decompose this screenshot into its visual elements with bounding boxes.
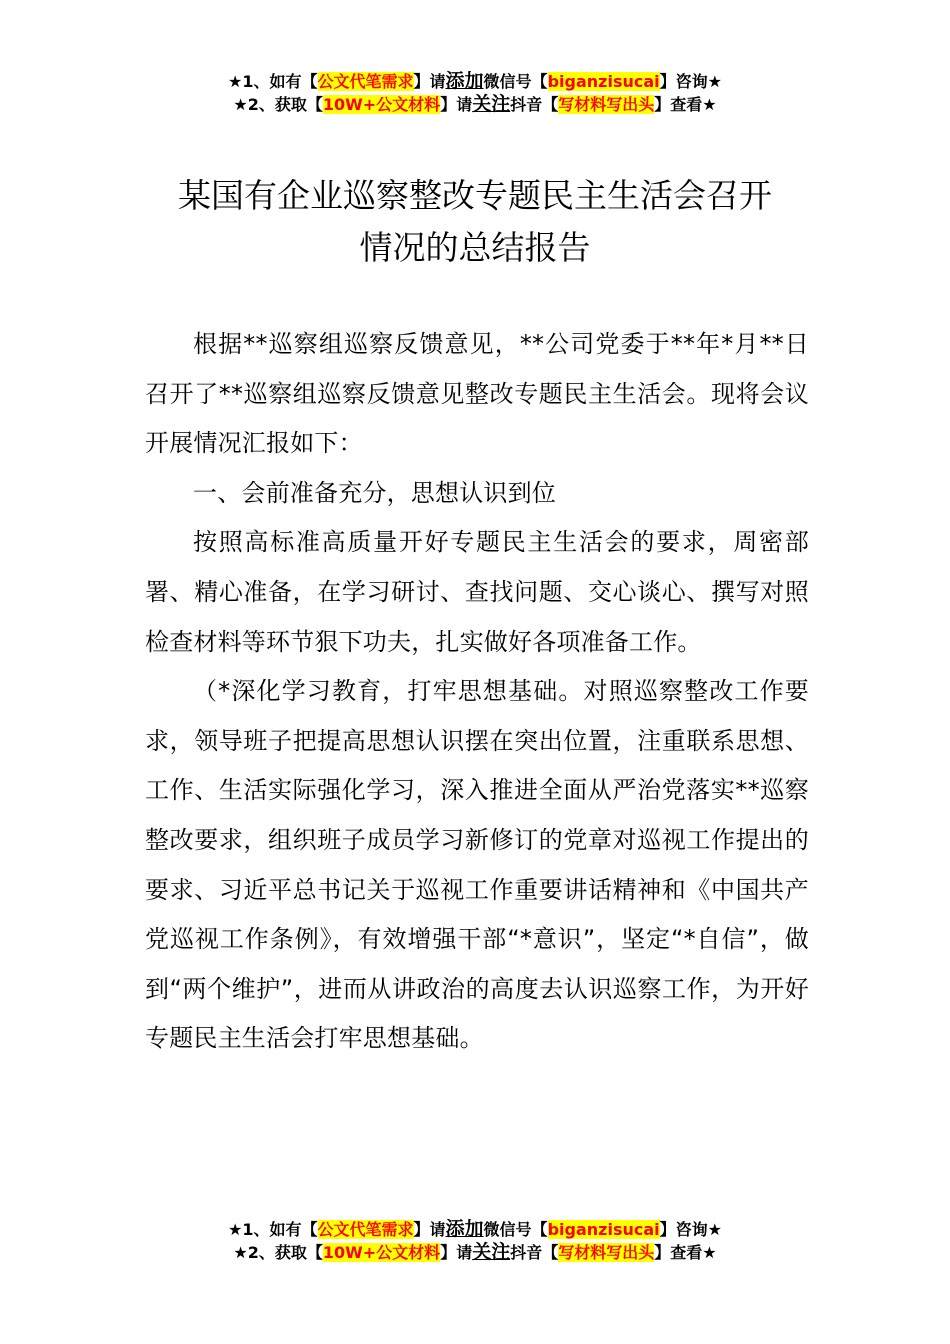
banner-emphasis: 关注 — [472, 93, 511, 115]
banner-highlight: 10W+公文材料 — [322, 95, 441, 114]
body-paragraph: （*深化学习教育，打牢思想基础。对照巡察整改工作要求，领导班子把提高思想认识摆在突出位置，注重联系思想、工作、生活实际强化学习，深入推进全面从严治党落实**巡察整改要求，组织班子成员学习新修订的党章对巡视工作提出的要求、习近平总书记关于巡视工作重要讲话精神和《中国共产党巡视工作条例》，有效增强干部“*意识”，坚定“*自信”，做到“两个维护”，进而从讲政治的高度去认识巡察工作，为开好专题民主生活会打牢思想基础。 — [145, 677, 809, 1053]
banner-text: 】查看★ — [654, 1243, 717, 1262]
banner-text: 】请 — [413, 1220, 446, 1239]
header-banner — [0, 70, 950, 116]
section-heading: 一、会前准备充分，思想认识到位 — [193, 478, 556, 507]
document-body — [145, 320, 809, 1064]
body-paragraph: 按照高标准高质量开好专题民主生活会的要求，周密部署、精心准备，在学习研讨、查找问题、交心谈心、撰写对照检查材料等环节狠下功夫，扎实做好各项准备工作。 — [145, 528, 809, 656]
banner-line-1 — [0, 70, 950, 93]
banner-highlight: 公文代笔需求 — [317, 1220, 414, 1239]
document-title — [0, 170, 950, 274]
banner-text: 】请 — [413, 72, 446, 91]
banner-highlight: biganzisucai — [547, 72, 660, 91]
banner-line-1 — [0, 1218, 950, 1241]
banner-text: 微信号【 — [483, 72, 548, 91]
banner-line-2 — [0, 1241, 950, 1264]
banner-line-2 — [0, 93, 950, 116]
banner-text: 抖音【 — [510, 1243, 559, 1262]
body-paragraph: 根据**巡察组巡察反馈意见，**公司党委于**年*月**日召开了**巡察组巡察反馈意见整改专题民主生活会。现将会议开展情况汇报如下： — [145, 330, 809, 458]
banner-highlight: biganzisucai — [547, 1220, 660, 1239]
banner-highlight: 10W+公文材料 — [322, 1243, 441, 1262]
banner-text: ★1、如有【 — [228, 72, 318, 91]
banner-text: ★1、如有【 — [228, 1220, 318, 1239]
banner-highlight: 写材料写出头 — [558, 1243, 655, 1262]
banner-text: 】咨询★ — [659, 1220, 722, 1239]
footer-banner — [0, 1218, 950, 1264]
banner-highlight: 写材料写出头 — [558, 95, 655, 114]
banner-text: 】请 — [440, 1243, 473, 1262]
banner-text: ★2、获取【 — [233, 1243, 323, 1262]
banner-emphasis: 关注 — [472, 1241, 511, 1263]
banner-text: ★2、获取【 — [233, 95, 323, 114]
title-line-1: 某国有企业巡察整改专题民主生活会召开 — [178, 176, 772, 215]
banner-emphasis: 添加 — [445, 70, 484, 92]
banner-text: 抖音【 — [510, 95, 559, 114]
banner-highlight: 公文代笔需求 — [317, 72, 414, 91]
title-line-2: 情况的总结报告 — [359, 228, 591, 267]
banner-text: 微信号【 — [483, 1220, 548, 1239]
banner-text: 】请 — [440, 95, 473, 114]
banner-emphasis: 添加 — [445, 1218, 484, 1240]
banner-text: 】咨询★ — [659, 72, 722, 91]
banner-text: 】查看★ — [654, 95, 717, 114]
